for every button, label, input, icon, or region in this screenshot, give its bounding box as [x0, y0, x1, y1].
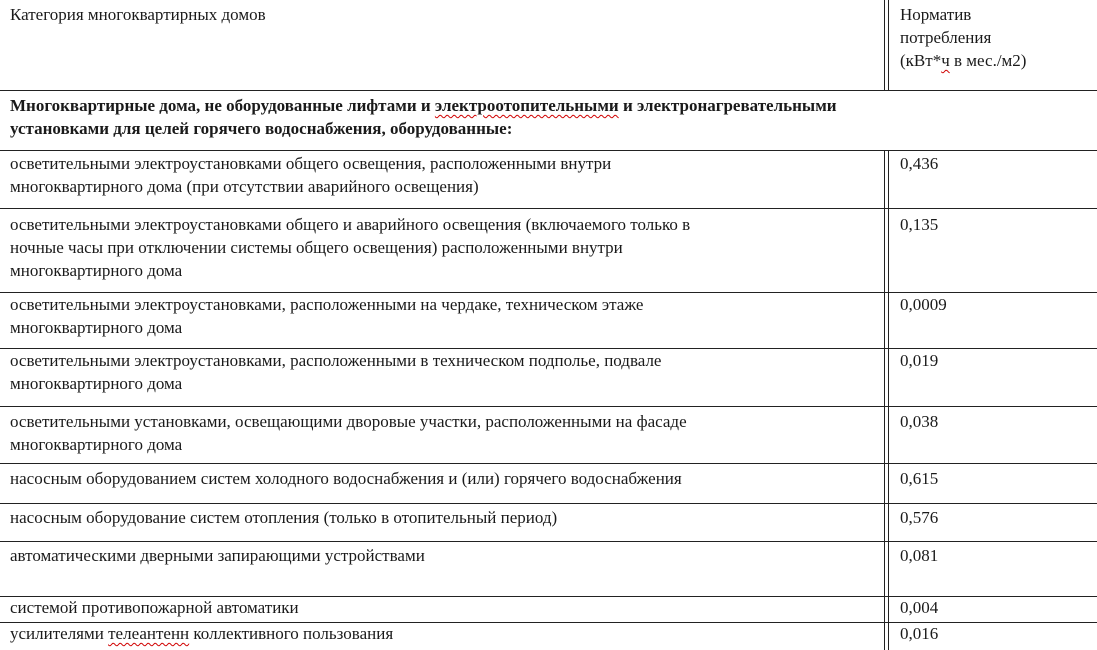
category-cell [10, 506, 860, 529]
category-line: осветительными установками, освещающими дворовые участки, расположенными на фасаде [10, 412, 687, 431]
category-line: ночные часы при отключении системы общего освещения) расположенными внутри [10, 238, 623, 257]
row-divider [0, 463, 1097, 464]
norm-value-cell: 0,038 [900, 412, 939, 431]
category-cell [10, 622, 860, 645]
group-heading [10, 94, 1080, 140]
category-line: осветительными электроустановками, расположенными на чердаке, техническом этаже [10, 295, 644, 314]
category-line: насосным оборудованием систем холодного водоснабжения и (или) горячего водоснабжения [10, 469, 682, 488]
category-line: автоматическими дверными запирающими устройствами [10, 546, 425, 565]
category-cell [10, 596, 860, 619]
header-norm-line [900, 49, 1090, 72]
norm-value-cell: 0,004 [900, 598, 939, 617]
category-line: многоквартирного дома [10, 435, 183, 454]
category-line: многоквартирного дома [10, 261, 183, 280]
column-divider-right [888, 0, 889, 90]
header-category: Категория многоквартирных домов [10, 5, 266, 24]
column-divider-right [888, 150, 889, 650]
norm-value-cell: 0,135 [900, 215, 939, 234]
group-heading-line [10, 94, 1080, 117]
header-norm-text: в мес./м2) [949, 51, 1027, 70]
header-norm [900, 3, 1090, 72]
category-line: системой противопожарной автоматики [10, 598, 299, 617]
row-divider [0, 150, 1097, 151]
spellcheck-marked-text: электроотопительными [434, 96, 619, 115]
column-divider-left [884, 0, 885, 90]
group-heading-text: Многоквартирные дома, не оборудованные лифтами и [10, 96, 435, 115]
category-line: многоквартирного дома (при отсутствии аварийного освещения) [10, 177, 479, 196]
category-cell [10, 293, 860, 339]
category-text: коллективного пользования [189, 624, 394, 643]
category-line: осветительными электроустановками общего освещения, расположенными внутри [10, 154, 612, 173]
row-divider [0, 541, 1097, 542]
spellcheck-marked-text: ч [941, 51, 950, 70]
header-norm-line: Норматив [900, 5, 972, 24]
norm-value-cell: 0,016 [900, 624, 939, 643]
column-divider-left [884, 150, 885, 650]
spellcheck-marked-text: телеантенн [108, 624, 190, 643]
norm-value-cell: 0,081 [900, 546, 939, 565]
norm-value-cell: 0,019 [900, 351, 939, 370]
category-line: многоквартирного дома [10, 374, 183, 393]
category-cell [10, 152, 860, 198]
norm-value-cell: 0,436 [900, 154, 939, 173]
row-divider [0, 208, 1097, 209]
category-line: осветительными электроустановками, расположенными в техническом подполье, подвале [10, 351, 662, 370]
group-heading-text: и электронагревательными [618, 96, 837, 115]
norm-value-cell: 0,0009 [900, 295, 947, 314]
category-cell [10, 213, 860, 282]
header-norm-text: (кВт* [900, 51, 942, 70]
category-cell [10, 467, 860, 490]
category-line [10, 622, 860, 645]
category-text: усилителями [10, 624, 109, 643]
norm-value-cell: 0,576 [900, 508, 939, 527]
category-cell [10, 544, 860, 567]
category-cell [10, 349, 860, 395]
row-divider [0, 406, 1097, 407]
row-divider [0, 90, 1097, 91]
row-divider [0, 503, 1097, 504]
group-heading-line: установками для целей горячего водоснабжения, оборудованные: [10, 119, 513, 138]
category-cell [10, 410, 860, 456]
category-line: насосным оборудование систем отопления (только в отопительный период) [10, 508, 558, 527]
header-norm-line: потребления [900, 28, 992, 47]
category-line: многоквартирного дома [10, 318, 183, 337]
category-line: осветительными электроустановками общего и аварийного освещения (включаемого только в [10, 215, 691, 234]
norm-value-cell: 0,615 [900, 469, 939, 488]
